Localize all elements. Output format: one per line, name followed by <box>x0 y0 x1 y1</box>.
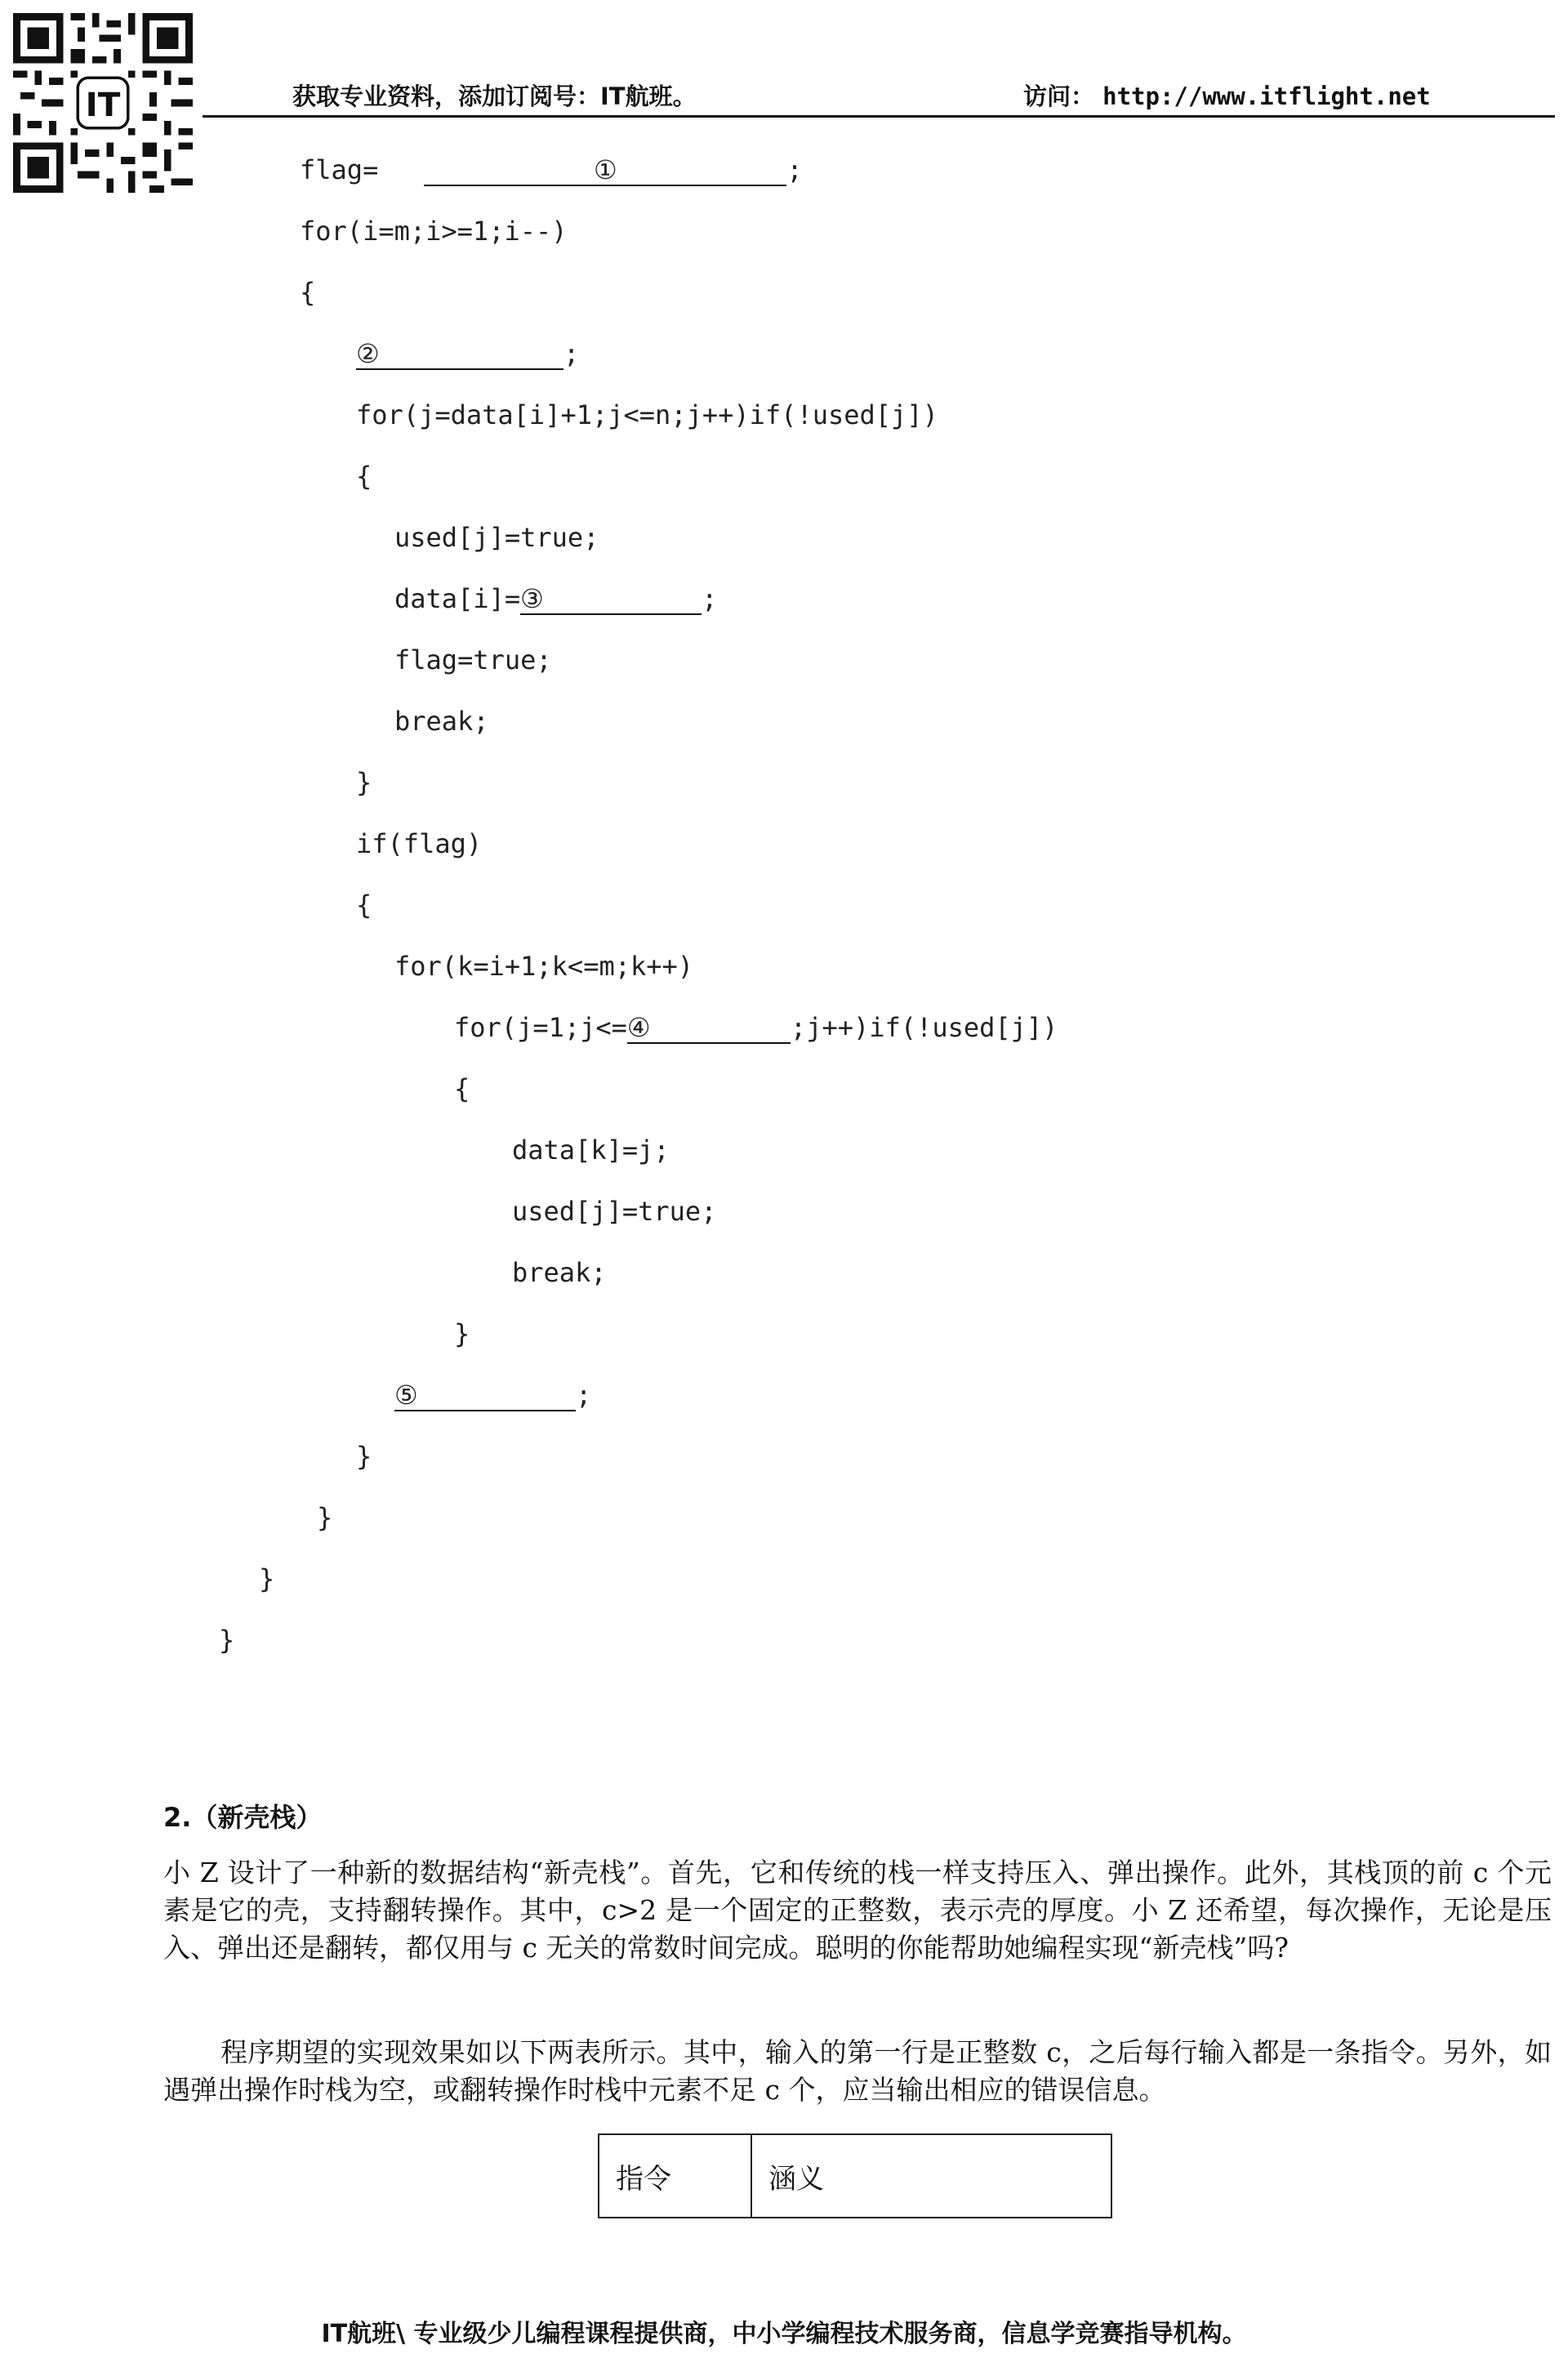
code-line-23: } <box>317 1502 333 1533</box>
code-line-7: used[j]=true; <box>394 522 599 553</box>
problem-paragraph-1: 小 Z 设计了一种新的数据结构“新壳栈”。首先，它和传统的栈一样支持压入、弹出操作。此外，其栈顶的前 c 个元素是它的壳，支持翻转操作。其中，c>2 是一个固定的正整数，表示壳的厚度。小 Z 还希望，每次操作，无论是压入、弹出还是翻转，都仅用与 c 无关的常数时间完成。聪明的你能帮助她编程实现“新壳栈”吗? <box>163 1857 1552 1964</box>
qr-logo: IT <box>85 84 121 124</box>
code-line-22: } <box>356 1441 372 1472</box>
header-subscribe-text: 获取专业资料，添加订阅号：IT航班。 <box>292 82 697 110</box>
qr-code-image <box>13 13 193 193</box>
code-line-13: { <box>356 889 372 921</box>
code-line-16: { <box>454 1073 470 1104</box>
blank-5: ⑤ <box>394 1379 576 1411</box>
blank-1: ① <box>424 154 786 186</box>
blank-2: ② <box>356 337 564 370</box>
code-line-18: used[j]=true; <box>512 1196 717 1227</box>
problem-title: 2.（新壳栈） <box>163 1802 323 1833</box>
header-url-link[interactable]: http://www.itflight.net <box>1102 82 1431 110</box>
page-footer: IT航班\ 专业级少儿编程课程提供商，中小学编程技术服务商，信息学竞赛指导机构。 <box>321 2320 1247 2348</box>
code-line-4: ② ; <box>356 338 580 369</box>
code-line-19: break; <box>512 1257 607 1288</box>
table-header-row <box>599 2134 1111 2218</box>
blank-4: ④ <box>627 1011 791 1044</box>
code-line-5: for(j=data[i]+1;j<=n;j++)if(!used[j]) <box>356 399 938 430</box>
table-header-meaning: 涵义 <box>751 2134 1111 2218</box>
code-line-15: for(j=1;j<=④ ;j++)if(!used[j]) <box>454 1012 1058 1043</box>
code-line-10: break; <box>394 706 489 737</box>
code-line-9: flag=true; <box>394 644 552 675</box>
header-visit-line <box>1023 78 1431 112</box>
code-line-3: { <box>300 277 316 308</box>
code-line-2: for(i=m;i>=1;i--) <box>300 216 568 247</box>
code-line-25: } <box>219 1625 235 1656</box>
code-line-6: { <box>356 461 372 492</box>
code-line-21: ⑤ ; <box>394 1380 592 1411</box>
code-line-24: } <box>259 1563 275 1594</box>
code-line-17: data[k]=j; <box>512 1135 670 1166</box>
code-line-1: flag= ① ; <box>300 154 803 185</box>
problem-paragraph-2: 程序期望的实现效果如以下两表所示。其中，输入的第一行是正整数 c，之后每行输入都是一条指令。另外，如遇弹出操作时栈为空，或翻转操作时栈中元素不足 c 个，应当输出相应的错误信息。 <box>163 2036 1552 2106</box>
instruction-table <box>598 2133 1112 2218</box>
code-line-14: for(k=i+1;k<=m;k++) <box>394 951 694 982</box>
code-line-20: } <box>454 1318 470 1349</box>
header-divider <box>203 115 1555 118</box>
header-visit-label: 访问： <box>1023 82 1095 110</box>
code-line-8: data[i]=③ ; <box>394 583 718 614</box>
table-header-instruction: 指令 <box>599 2134 751 2218</box>
code-line-11: } <box>356 767 372 798</box>
code-line-12: if(flag) <box>356 828 483 859</box>
blank-3: ③ <box>520 582 702 615</box>
